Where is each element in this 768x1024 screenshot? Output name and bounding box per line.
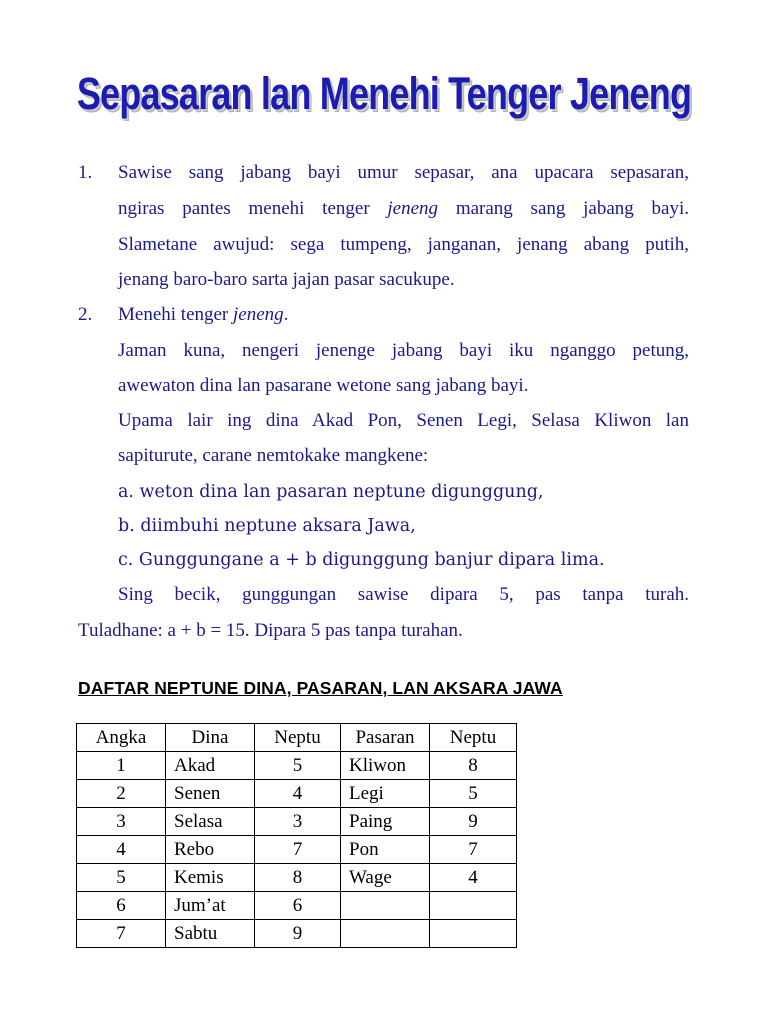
cell-neptu-pasaran xyxy=(430,892,517,920)
cell-dina: Akad xyxy=(166,752,255,780)
cell-angka: 1 xyxy=(77,752,166,780)
cell-neptu-pasaran: 7 xyxy=(430,836,517,864)
item-1-line-2 xyxy=(118,198,689,220)
neptune-table xyxy=(76,723,517,948)
cell-angka: 7 xyxy=(77,920,166,948)
item-1-line-1: Sawise sang jabang bayi umur sepasar, ana upacara sepasaran, xyxy=(118,162,689,183)
cell-angka: 5 xyxy=(77,864,166,892)
cell-neptu-dina: 7 xyxy=(255,836,341,864)
step-a: a. weton dina lan pasaran neptune digunggung, xyxy=(118,482,544,502)
cell-neptu-pasaran: 9 xyxy=(430,808,517,836)
cell-dina: Sabtu xyxy=(166,920,255,948)
cell-dina: Kemis xyxy=(166,864,255,892)
cell-neptu-pasaran: 4 xyxy=(430,864,517,892)
table-heading: DAFTAR NEPTUNE DINA, PASARAN, LAN AKSARA JAWA xyxy=(78,678,563,698)
table-row xyxy=(77,808,517,836)
item-1-line-3: Slametane awujud: sega tumpeng, janganan, jenang abang putih, xyxy=(118,234,689,255)
page-title: Sepasaran lan Menehi Tenger Jeneng xyxy=(76,68,692,119)
header-neptu-pasaran: Neptu xyxy=(430,724,517,752)
table-row xyxy=(77,836,517,864)
cell-angka: 6 xyxy=(77,892,166,920)
cell-neptu-dina: 4 xyxy=(255,780,341,808)
table-header-row xyxy=(77,724,517,752)
table-row xyxy=(77,920,517,948)
header-neptu-dina: Neptu xyxy=(255,724,341,752)
cell-dina: Jum’at xyxy=(166,892,255,920)
cell-neptu-dina: 6 xyxy=(255,892,341,920)
table-row xyxy=(77,892,517,920)
cell-neptu-dina: 8 xyxy=(255,864,341,892)
header-angka: Angka xyxy=(77,724,166,752)
cell-pasaran: Pon xyxy=(341,836,430,864)
cell-neptu-pasaran: 5 xyxy=(430,780,517,808)
item-1-line-2-post: marang sang jabang bayi. xyxy=(438,198,689,219)
cell-angka: 3 xyxy=(77,808,166,836)
item-2-paragraph-2-line-1: Upama lair ing dina Akad Pon, Senen Legi, Selasa Kliwon lan xyxy=(118,410,689,431)
step-b: b. diimbuhi neptune aksara Jawa, xyxy=(118,516,416,536)
header-dina: Dina xyxy=(166,724,255,752)
jeneng-emphasis: jeneng xyxy=(387,198,439,219)
cell-dina: Senen xyxy=(166,780,255,808)
jeneng-emphasis: jeneng xyxy=(233,304,284,325)
header-pasaran: Pasaran xyxy=(341,724,430,752)
cell-pasaran xyxy=(341,920,430,948)
item-2-paragraph-3-line-1: Sing becik, gunggungan sawise dipara 5, pas tanpa turah. xyxy=(118,584,689,605)
item-2-heading xyxy=(118,304,288,326)
step-c: c. Gunggungane a + b digunggung banjur dipara lima. xyxy=(118,550,605,570)
table-row xyxy=(77,752,517,780)
cell-pasaran: Paing xyxy=(341,808,430,836)
item-2-paragraph-1-line-1: Jaman kuna, nengeri jenenge jabang bayi iku nganggo petung, xyxy=(118,340,689,361)
cell-neptu-dina: 9 xyxy=(255,920,341,948)
item-2-heading-post: . xyxy=(283,304,289,325)
item-2-heading-pre: Menehi tenger xyxy=(118,304,234,325)
cell-dina: Rebo xyxy=(166,836,255,864)
item-2-number: 2. xyxy=(78,304,93,325)
cell-pasaran: Legi xyxy=(341,780,430,808)
table-row xyxy=(77,864,517,892)
item-1-line-2-pre: ngiras pantes menehi tenger xyxy=(118,198,388,219)
cell-neptu-dina: 5 xyxy=(255,752,341,780)
cell-neptu-dina: 3 xyxy=(255,808,341,836)
cell-pasaran xyxy=(341,892,430,920)
cell-pasaran: Wage xyxy=(341,864,430,892)
cell-angka: 2 xyxy=(77,780,166,808)
item-1-line-4: jenang baro-baro sarta jajan pasar sacukupe. xyxy=(118,269,455,290)
cell-pasaran: Kliwon xyxy=(341,752,430,780)
item-2-paragraph-1-line-2: awewaton dina lan pasarane wetone sang jabang bayi. xyxy=(118,375,529,396)
item-1-number: 1. xyxy=(78,162,93,183)
cell-neptu-pasaran: 8 xyxy=(430,752,517,780)
cell-dina: Selasa xyxy=(166,808,255,836)
cell-angka: 4 xyxy=(77,836,166,864)
table-row xyxy=(77,780,517,808)
item-2-paragraph-2-line-2: sapiturute, carane nemtokake mangkene: xyxy=(118,445,429,466)
item-2-paragraph-3-line-2: Tuladhane: a + b = 15. Dipara 5 pas tanpa turahan. xyxy=(78,620,463,641)
cell-neptu-pasaran xyxy=(430,920,517,948)
